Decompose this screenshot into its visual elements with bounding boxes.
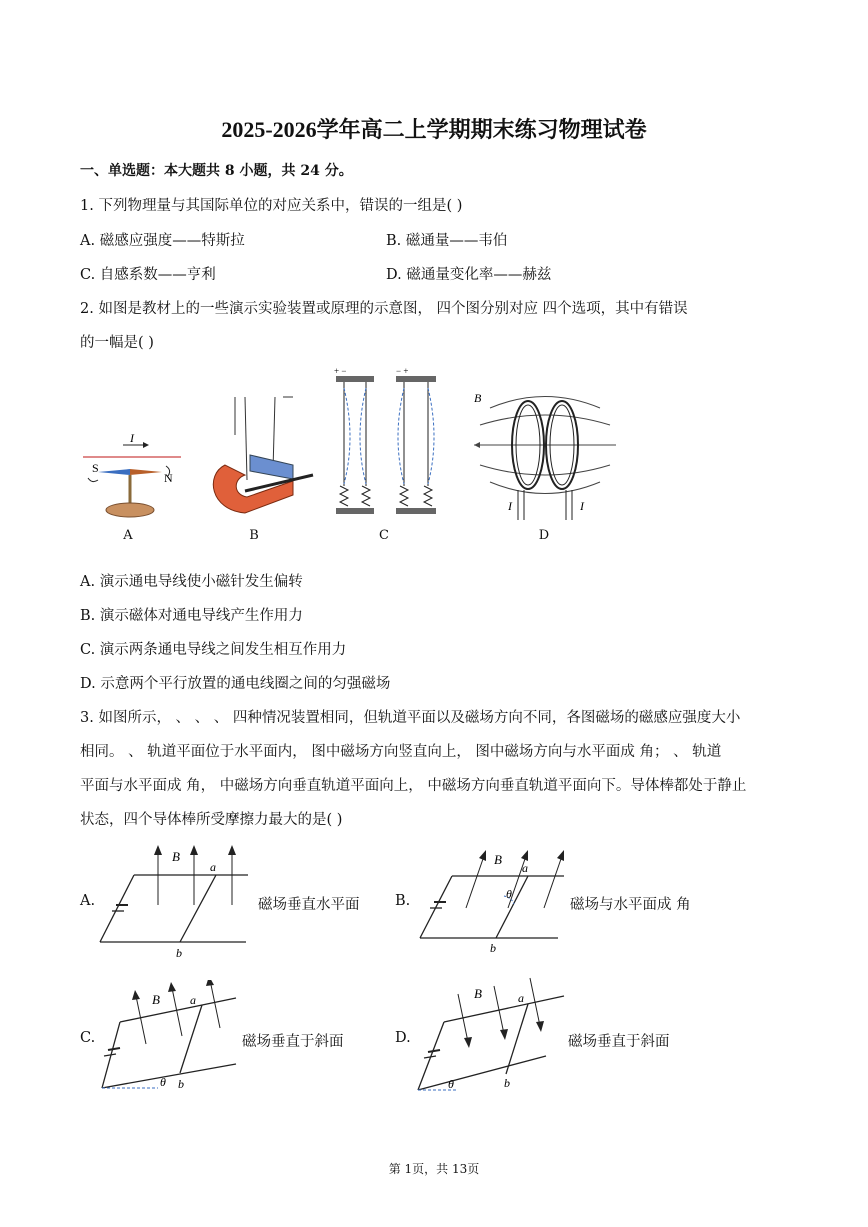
- figa-north-label: N: [164, 471, 173, 485]
- q3b-rod-top: a: [522, 861, 528, 875]
- q2-figure-b-label: B: [249, 528, 259, 543]
- q3-option-a-desc: 磁场垂直水平面: [258, 897, 360, 913]
- q2-figure-c: [330, 368, 442, 523]
- q1-option-b: B. 磁通量——韦伯: [386, 233, 508, 249]
- q3c-rod-top: a: [190, 993, 196, 1007]
- q3-figure-d: [414, 972, 566, 1094]
- q3d-rod-bottom: b: [504, 1076, 510, 1090]
- figd-current-left: I: [508, 499, 512, 513]
- figd-field-label: B: [474, 391, 482, 405]
- q3b-angle: θ: [506, 887, 512, 901]
- q3-stem-line1: 3. 如图所示， 、 、 、 四种情况装置相同，但轨道平面以及磁场方向不同，各图磁场的磁感应强度大小: [80, 710, 741, 726]
- svg-text:− +: − +: [396, 368, 409, 376]
- figa-south-label: S: [92, 461, 99, 475]
- q2-stem-line1: 2. 如图是教材上的一些演示实验装置或原理的示意图， 四个图分别对应 四个选项，其中有错误: [80, 301, 688, 317]
- q3-option-b-letter: B.: [395, 893, 411, 909]
- q3-figure-b: [418, 848, 568, 956]
- q3b-field-label: B: [494, 852, 502, 867]
- q3-option-c-desc: 磁场垂直于斜面: [242, 1034, 344, 1050]
- q3-option-d-desc: 磁场垂直于斜面: [568, 1034, 670, 1050]
- q3-option-d-letter: D.: [395, 1030, 411, 1046]
- q2-figure-d: [470, 390, 620, 525]
- q3-stem-line2: 相同。 、 轨道平面位于水平面内， 图中磁场方向竖直向上， 图中磁场方向与水平面成 角； 、 轨道: [80, 744, 722, 760]
- q1-option-a: A. 磁感应强度——特斯拉: [80, 233, 245, 249]
- figd-current-right: I: [580, 499, 584, 513]
- q2-figure-a: [78, 430, 188, 525]
- q3c-angle: θ: [160, 1075, 166, 1089]
- page-title: 2025-2026学年高二上学期期末练习物理试卷: [221, 117, 647, 142]
- q3a-rod-top: a: [210, 860, 216, 874]
- svg-text:+ −: + −: [334, 368, 347, 376]
- q3-option-a-letter: A.: [80, 893, 96, 909]
- q3-stem-line4: 状态，四个导体棒所受摩擦力最大的是( ): [80, 812, 343, 828]
- q2-figure-b: [205, 395, 315, 525]
- q3-figure-a: [98, 845, 258, 960]
- q1-option-c: C. 自感系数——亨利: [80, 267, 216, 283]
- q3-figure-c: [98, 980, 240, 1098]
- q3-option-b-desc: 磁场与水平面成 角: [570, 897, 691, 913]
- q3d-rod-top: a: [518, 991, 524, 1005]
- q3-option-c-letter: C.: [80, 1030, 96, 1046]
- q2-option-d: D. 示意两个平行放置的通电线圈之间的匀强磁场: [80, 676, 391, 692]
- q3b-rod-bottom: b: [490, 941, 496, 955]
- q3a-field-label: B: [172, 849, 180, 864]
- q2-stem-line2: 的一幅是( ): [80, 335, 154, 351]
- q2-figure-a-label: A: [123, 528, 133, 543]
- q3d-angle: θ: [448, 1077, 454, 1091]
- q3a-rod-bottom: b: [176, 946, 182, 960]
- page-footer: 第 1页，共 13页: [388, 1162, 480, 1176]
- q1-option-d: D. 磁通量变化率——赫兹: [386, 267, 552, 283]
- section-heading: 一、单选题：本大题共 8 小题，共 24 分。: [80, 163, 353, 179]
- q2-figure-d-label: D: [538, 528, 550, 543]
- q3c-field-label: B: [152, 992, 160, 1007]
- q3d-field-label: B: [474, 986, 482, 1001]
- q2-option-a: A. 演示通电导线使小磁针发生偏转: [80, 574, 303, 590]
- figa-current-label: I: [130, 431, 134, 445]
- q1-stem: 1. 下列物理量与其国际单位的对应关系中，错误的一组是( ): [80, 198, 463, 214]
- q2-figure-c-label: C: [379, 528, 389, 543]
- q2-option-b: B. 演示磁体对通电导线产生作用力: [80, 608, 303, 624]
- q2-option-c: C. 演示两条通电导线之间发生相互作用力: [80, 642, 347, 658]
- q3-stem-line3: 平面与水平面成 角， 中磁场方向垂直轨道平面向上， 中磁场方向垂直轨道平面向下。导体棒都处于静止: [80, 778, 747, 794]
- q3c-rod-bottom: b: [178, 1077, 184, 1091]
